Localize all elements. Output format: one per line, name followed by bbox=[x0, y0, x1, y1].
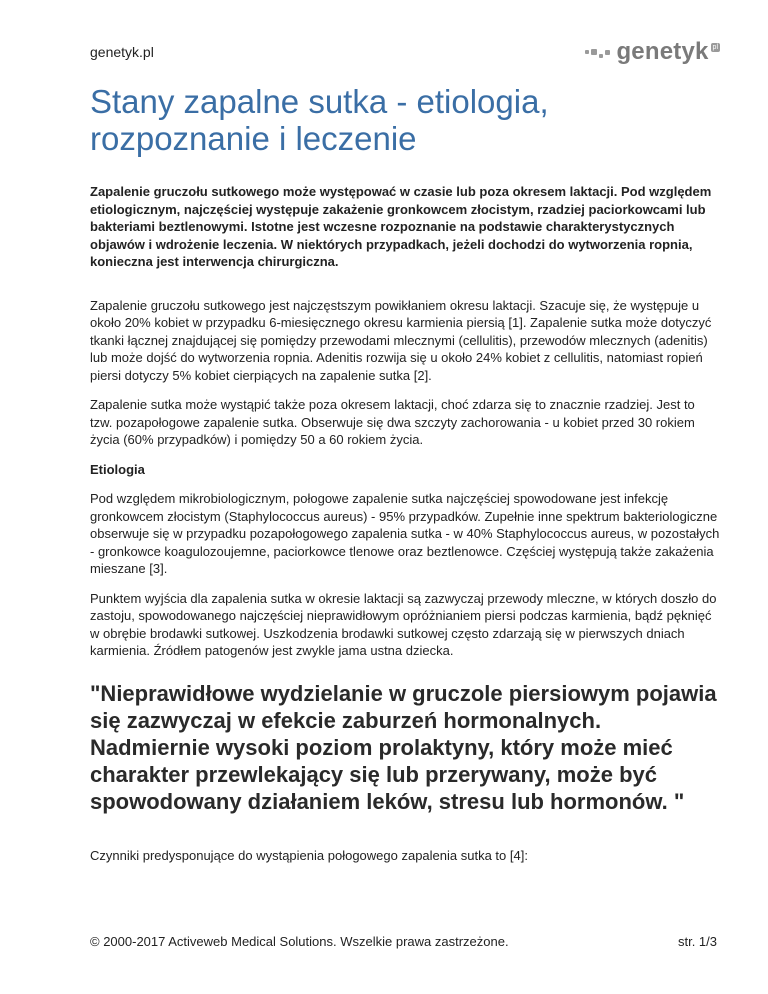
pull-quote: "Nieprawidłowe wydzielanie w gruczole piersiowym pojawia się zazwyczaj w efekcie zaburzeń hormonalnych. Nadmiernie wysoki poziom prolaktyny, który może mieć charakter przewlekający się lub przerywany, może być spowodowany działaniem leków, stresu lub hormonów. " bbox=[90, 680, 717, 814]
article-paragraph: Zapalenie gruczołu sutkowego jest najczęstszym powikłaniem okresu laktacji. Szacuje się, że występuje u około 20% kobiet w przypadku 6-miesięcznego okresu karmienia piersią [1]. Zapalenie sutka może dotyczyć tkanki łącznej znajdującej się pomiędzy przewodami mlecznymi (cellulitis), przewodów mlecznych (adenitis) lub może dojść do wytworzenia ropnia. Adenitis rozwija się u około 24% kobiet z cellulitis, natomiast ropień piersi dotyczy 5% kobiet cierpiących na zapalenie sutka [2]. bbox=[90, 297, 712, 383]
article-paragraph: Punktem wyjścia dla zapalenia sutka w okresie laktacji są zazwyczaj przewody mleczne, w których doszło do zastoju, spowodowanego najczęściej nieprawidłowym opróżnianiem piersi podczas karmienia, bądź pęknięć w obrębie brodawki sutkowej. Uszkodzenia brodawki sutkowej często zdarzają się w pierwszych dniach karmienia. Źródłem patogenów jest zwykle jama ustna dziecka. bbox=[90, 590, 717, 658]
logo-badge: pl bbox=[712, 43, 718, 51]
section-heading-etiology: Etiologia bbox=[90, 461, 145, 477]
logo-dots-icon bbox=[585, 46, 612, 58]
article-paragraph: Zapalenie sutka może wystąpić także poza okresem laktacji, choć zdarza się to znacznie rzadziej. Jest to tzw. pozapołogowe zapalenie sutka. Obserwuje się dwa szczyty zachorowania - u kobiet przed 30 rokiem życia (60% przypadków) i pomiędzy 50 a 60 rokiem życia. bbox=[90, 397, 695, 447]
article-lead: Zapalenie gruczołu sutkowego może występować w czasie lub poza okresem laktacji. Pod względem etiologicznym, najczęściej występuje zakażenie gronkowcem złocistym, rzadziej paciorkowcami lub bakteriami beztlenowymi. Istotne jest wczesne rozpoznanie na podstawie charakterystycznych objawów i wdrożenie leczenia. W niektórych przypadkach, jeżeli dochodzi do wytworzenia ropnia, konieczna jest interwencja chirurgiczna. bbox=[90, 184, 712, 269]
site-name: genetyk.pl bbox=[90, 44, 154, 60]
genetyk-logo bbox=[585, 38, 720, 66]
article-paragraph: Pod względem mikrobiologicznym, połogowe zapalenie sutka najczęściej spowodowane jest infekcję gronkowcem złocistym (Staphylococcus aureus) - 95% przypadków. Zupełnie inne spektrum bakteriologiczne obserwuje się w przypadku pozapołogowego zapalenia sutka - w 40% Staphylococcus aureus, w pozostałych - gronkowce koagulozoujemne, paciorkowce tlenowe oraz beztlenowce. Częściej występują także zakażenia mieszane [3]. bbox=[90, 491, 720, 576]
footer-copyright: © 2000-2017 Activeweb Medical Solutions. Wszelkie prawa zastrzeżone. bbox=[90, 934, 509, 949]
article-body bbox=[90, 183, 720, 876]
page-title: Stany zapalne sutka - etiologia, rozpoznanie i leczenie bbox=[90, 83, 549, 157]
article-paragraph: Czynniki predysponujące do wystąpienia połogowego zapalenia sutka to [4]: bbox=[90, 847, 528, 863]
logo-text: genetyk bbox=[616, 38, 709, 65]
footer-page-number: str. 1/3 bbox=[677, 934, 717, 949]
